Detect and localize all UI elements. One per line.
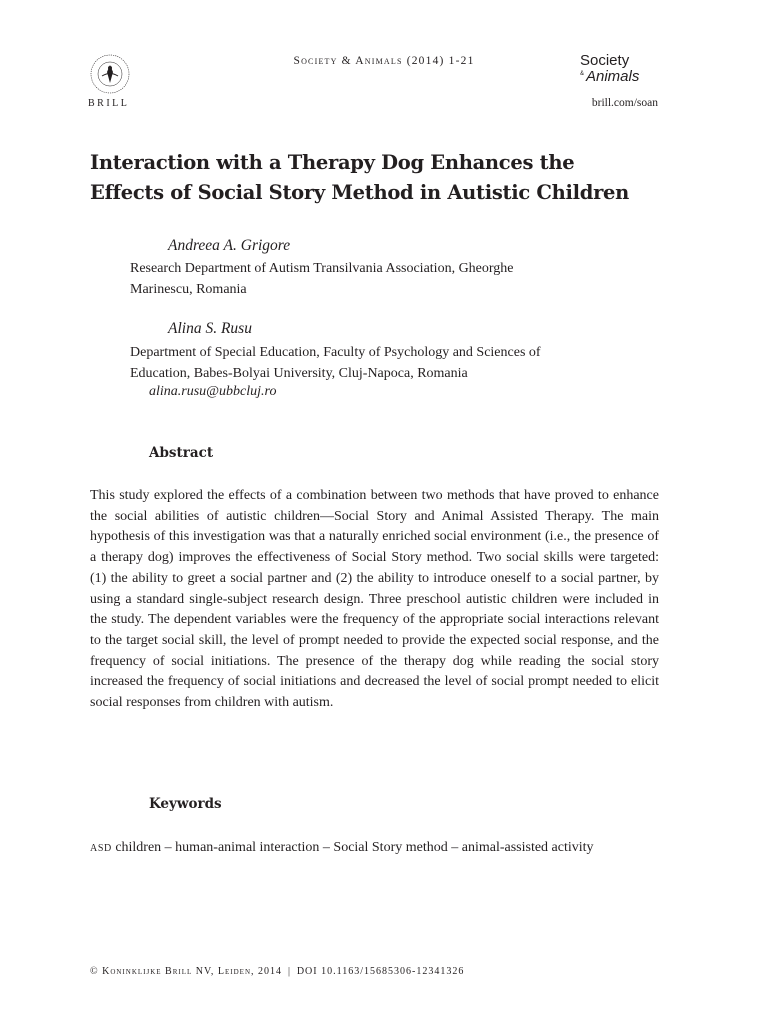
journal-citation: Society & Animals (2014) 1-21	[293, 55, 475, 67]
author-2-affiliation	[130, 342, 630, 384]
footer-copyright: © Koninklijke Brill NV, Leiden, 2014	[90, 966, 283, 977]
keywords-abbr: asd	[90, 840, 112, 855]
footer-separator: |	[288, 966, 291, 977]
author-1-affiliation	[130, 258, 630, 300]
keywords-list: children – human-animal interaction – Social Story method – animal-assisted activity	[111, 840, 594, 855]
publisher-name: BRILL	[88, 98, 130, 109]
journal-logo-amp: &	[580, 71, 585, 77]
journal-logo-word1: Society	[580, 52, 630, 69]
author-2-email[interactable]: alina.rusu@ubbcluj.ro	[149, 384, 277, 399]
author-1-affiliation-line-2: Marinescu, Romania	[130, 282, 247, 297]
keywords-heading: Keywords	[149, 796, 222, 812]
title-line-2: Effects of Social Story Method in Autistic Children	[90, 181, 630, 204]
abstract-text: This study explored the effects of a combination between two methods that have proved to enhance the social abilities of autistic children—Social Story and Animal Assisted Therapy. The main hypothesis of this investigation was that a naturally enriched social environment (i.e., the presence of a therapy dog) improves the effectiveness of Social Story method. Two social skills were targeted: (1) the ability to greet a social partner and (2) the ability to introduce oneself to a social partner, by using a standard single-subject research design. Three preschool autistic children were included in the study. The dependent variables were the frequency of the appropriate social interactions relevant to the target social skill, the level of prompt needed to provide the expected social response, and the frequency of social initiations. The presence of the therapy dog while reading the social story increased the frequency of social initiations and decreased the level of social prompt needed to elicit social responses from children with autism.	[90, 488, 659, 711]
author-2-affiliation-line-1: Department of Special Education, Faculty of Psychology and Sciences of	[130, 345, 541, 360]
journal-logo-word2: Animals	[586, 68, 640, 85]
article-title	[90, 148, 690, 208]
footer-doi[interactable]: DOI 10.1163/15685306-12341326	[296, 966, 465, 977]
author-2-affiliation-line-2: Education, Babes-Bolyai University, Cluj-Napoca, Romania	[130, 366, 468, 381]
author-1-name: Andreea A. Grigore	[168, 237, 291, 254]
journal-logo	[580, 52, 670, 92]
title-line-1: Interaction with a Therapy Dog Enhances the	[90, 151, 575, 174]
page-footer	[90, 966, 690, 977]
author-2-name: Alina S. Rusu	[168, 320, 252, 337]
abstract-heading: Abstract	[149, 445, 214, 461]
keywords-text	[90, 838, 659, 859]
journal-url[interactable]: brill.com/soan	[591, 97, 658, 109]
author-1-affiliation-line-1: Research Department of Autism Transilvania Association, Gheorghe	[130, 261, 514, 276]
